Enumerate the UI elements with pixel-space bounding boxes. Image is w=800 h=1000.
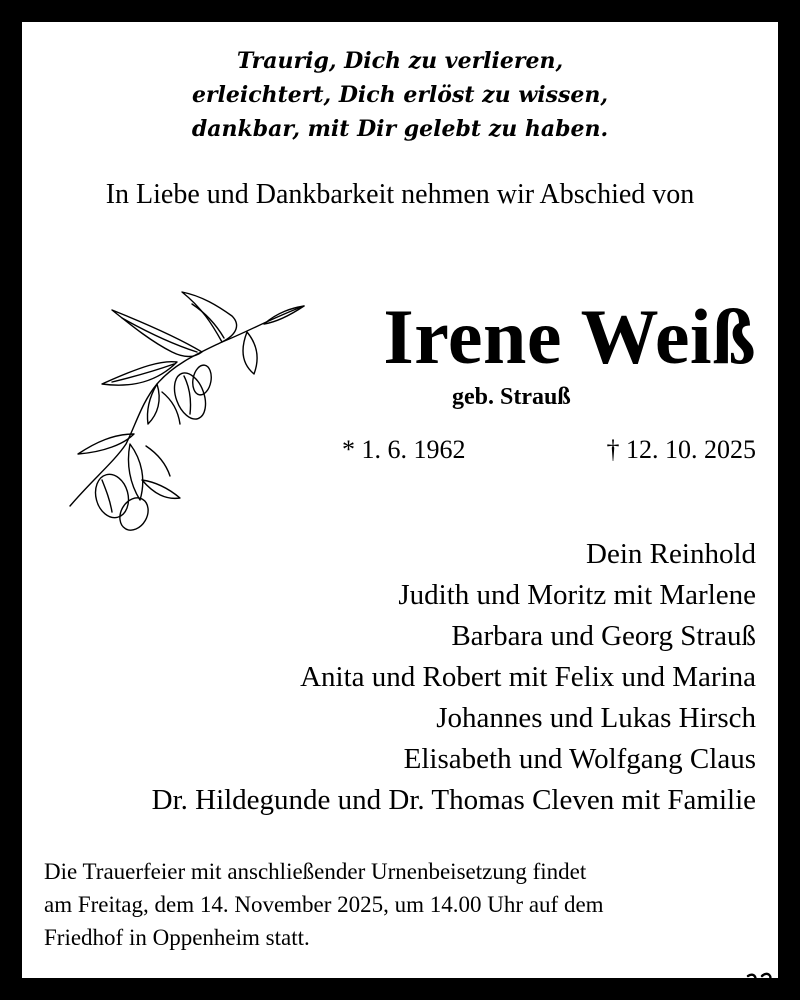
quote-line: erleichtert, Dich erlöst zu wissen,: [191, 82, 609, 108]
olive-branch-drawing-icon: [42, 284, 312, 534]
intro-text: In Liebe und Dankbarkeit nehmen wir Abschied von: [105, 179, 695, 210]
birth-date: * 1. 6. 1962: [342, 435, 466, 464]
quote-line: dankbar, mit Dir gelebt zu haben.: [191, 116, 609, 142]
mourner-line: Dein Reinhold: [586, 538, 756, 570]
mourner-line: Dr. Hildegunde und Dr. Thomas Cleven mit Familie: [151, 784, 756, 816]
deceased-name: Irene Weiß: [383, 293, 756, 380]
mourner-line: Johannes und Lukas Hirsch: [436, 702, 756, 734]
memorial-quote: [22, 44, 778, 146]
mourner-line: Elisabeth und Wolfgang Claus: [403, 743, 756, 775]
ceremony-line: Friedhof in Oppenheim statt.: [44, 925, 310, 950]
maiden-name: geb. Strauß: [452, 384, 571, 410]
mourner-line: Barbara und Georg Strauß: [451, 620, 756, 652]
ceremony-line: Die Trauerfeier mit anschließender Urnenbeisetzung findet: [44, 859, 587, 884]
quote-line: Traurig, Dich zu verlieren,: [236, 48, 564, 74]
obituary-notice: [22, 22, 778, 978]
ceremony-details: [44, 855, 764, 954]
flourish-ornament-icon: [744, 968, 792, 998]
mourner-line: Judith und Moritz mit Marlene: [398, 579, 756, 611]
ceremony-line: am Freitag, dem 14. November 2025, um 14.00 Uhr auf dem: [44, 892, 604, 917]
mourners-list: [152, 534, 756, 821]
mourner-line: Anita und Robert mit Felix und Marina: [300, 661, 756, 693]
death-date: † 12. 10. 2025: [606, 435, 756, 464]
